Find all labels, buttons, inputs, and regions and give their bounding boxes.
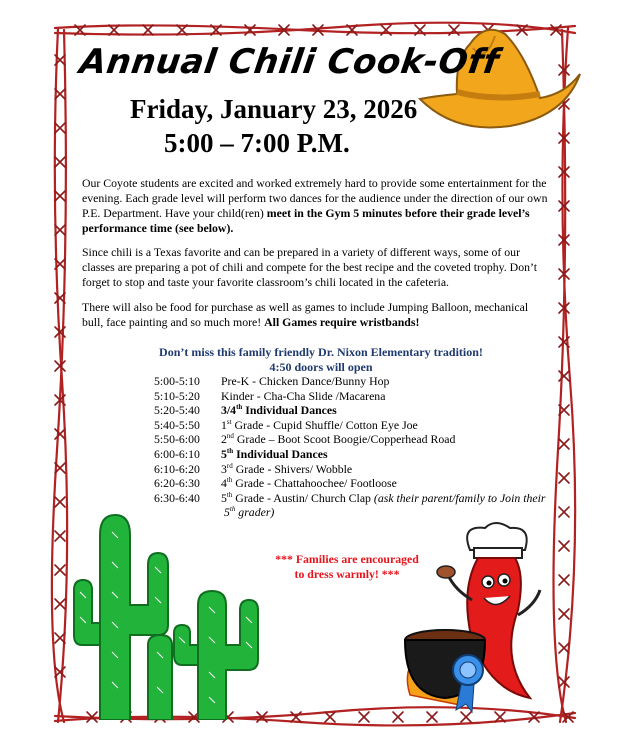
schedule-activity bbox=[221, 476, 397, 491]
activity-text: Kinder - Cha-Cha Slide /Macarena bbox=[221, 388, 386, 403]
intro-text: Our Coyote students are excited and worked extremely hard to provide some entertainment for the evening. Each grade level will perform two dances for the audience under the direction of our own P.E. Department. Have your child(ren) bbox=[82, 176, 548, 220]
activity-text: 5 bbox=[221, 490, 227, 505]
activity-text: 2 bbox=[221, 432, 227, 447]
chili-paragraph: Since chili is a Texas favorite and can be prepared in a variety of different ways, some of our classes are preparing a pot of chili and compete for the best recipe and the coveted trophy. Don’t forget to stop and taste your favorite classroom’s chili located in the cafeteria. bbox=[82, 245, 537, 289]
activity-text: 3 bbox=[221, 461, 227, 476]
intro-paragraph bbox=[82, 176, 552, 236]
flyer-title: Annual Chili Cook-Off bbox=[77, 42, 502, 82]
cont-sup: th bbox=[229, 505, 236, 514]
activity-ordinal: th bbox=[236, 403, 243, 412]
activity-text: 4 bbox=[221, 476, 227, 491]
activity-text-rest: Grade - Cupid Shuffle/ Cotton Eye Joe bbox=[231, 417, 418, 432]
schedule-time: 6:00-6:10 bbox=[154, 446, 200, 461]
schedule-time: 5:50-6:00 bbox=[154, 432, 200, 447]
activity-text-rest: Individual Dances bbox=[233, 446, 328, 461]
schedule-activity bbox=[221, 403, 337, 418]
activity-text-rest: Grade – Boot Scoot Boogie/Copperhead Road bbox=[233, 432, 456, 447]
dance-schedule bbox=[154, 374, 564, 519]
activity-ordinal: th bbox=[226, 490, 233, 499]
activity-text: 1 bbox=[221, 417, 227, 432]
intro-bold-text: meet in the Gym 5 minutes before their grade level’s performance time (see below). bbox=[82, 206, 530, 235]
activity-ordinal: th bbox=[226, 447, 234, 456]
chili-chef-icon bbox=[400, 520, 560, 715]
event-time: 5:00 – 7:00 P.M. bbox=[164, 128, 350, 158]
games-paragraph bbox=[82, 300, 552, 330]
schedule-activity bbox=[221, 374, 389, 389]
event-date: Friday, January 23, 2026 bbox=[130, 94, 418, 124]
schedule-row bbox=[154, 447, 564, 462]
schedule-row bbox=[154, 432, 564, 447]
schedule-time: 5:10-5:20 bbox=[154, 388, 200, 403]
activity-text-rest: Grade - Chattahoochee/ Footloose bbox=[232, 476, 397, 491]
cactus-icon bbox=[70, 495, 270, 720]
schedule-activity bbox=[221, 447, 328, 462]
schedule-time: 5:20-5:40 bbox=[154, 403, 200, 418]
activity-text-rest: Grade - Shivers/ Wobble bbox=[232, 461, 353, 476]
note-line-1: *** Families are encouraged bbox=[275, 552, 419, 566]
schedule-time: 6:20-6:30 bbox=[154, 476, 200, 491]
games-bold-text: All Games require wristbands! bbox=[264, 315, 420, 329]
schedule-activity bbox=[221, 432, 455, 447]
callout-line-1: Don’t miss this family friendly Dr. Nixon Elementary tradition! bbox=[159, 345, 483, 359]
schedule-time: 6:30-6:40 bbox=[154, 490, 200, 505]
note-line-2: to dress warmly! *** bbox=[294, 567, 400, 581]
schedule-row bbox=[154, 462, 564, 477]
schedule-time: 6:10-6:20 bbox=[154, 461, 200, 476]
cont-post: grader) bbox=[235, 505, 275, 519]
activity-text-rest: Individual Dances bbox=[242, 403, 337, 418]
activity-ordinal: nd bbox=[226, 432, 234, 441]
schedule-row bbox=[154, 374, 564, 389]
activity-text: Pre-K - Chicken Dance/Bunny Hop bbox=[221, 374, 390, 388]
activity-text: 5 bbox=[221, 446, 227, 461]
activity-ordinal: th bbox=[226, 476, 233, 485]
activity-text-rest: Grade - Austin/ Church Clap bbox=[232, 490, 374, 505]
games-text: There will also be food for purchase as well as games to include Jumping Balloon, mechanical bull, face painting and so much more! bbox=[82, 300, 529, 329]
schedule-time: 5:40-5:50 bbox=[154, 417, 200, 432]
schedule-time: 5:00-5:10 bbox=[154, 374, 200, 388]
callout-line-2: 4:50 doors will open bbox=[269, 360, 373, 374]
activity-ordinal: rd bbox=[226, 461, 233, 470]
activity-ordinal: st bbox=[226, 417, 232, 426]
schedule-activity bbox=[221, 418, 418, 433]
activity-text: 3/4 bbox=[221, 403, 237, 418]
schedule-row bbox=[154, 476, 564, 491]
cont-pre: 5 bbox=[224, 505, 230, 519]
schedule-row bbox=[154, 418, 564, 433]
schedule-row bbox=[154, 389, 564, 404]
tradition-callout bbox=[82, 345, 560, 375]
schedule-activity bbox=[221, 462, 352, 477]
activity-note: (ask their parent/family to Join their bbox=[373, 490, 546, 505]
schedule-activity bbox=[221, 389, 385, 404]
schedule-row bbox=[154, 403, 564, 418]
